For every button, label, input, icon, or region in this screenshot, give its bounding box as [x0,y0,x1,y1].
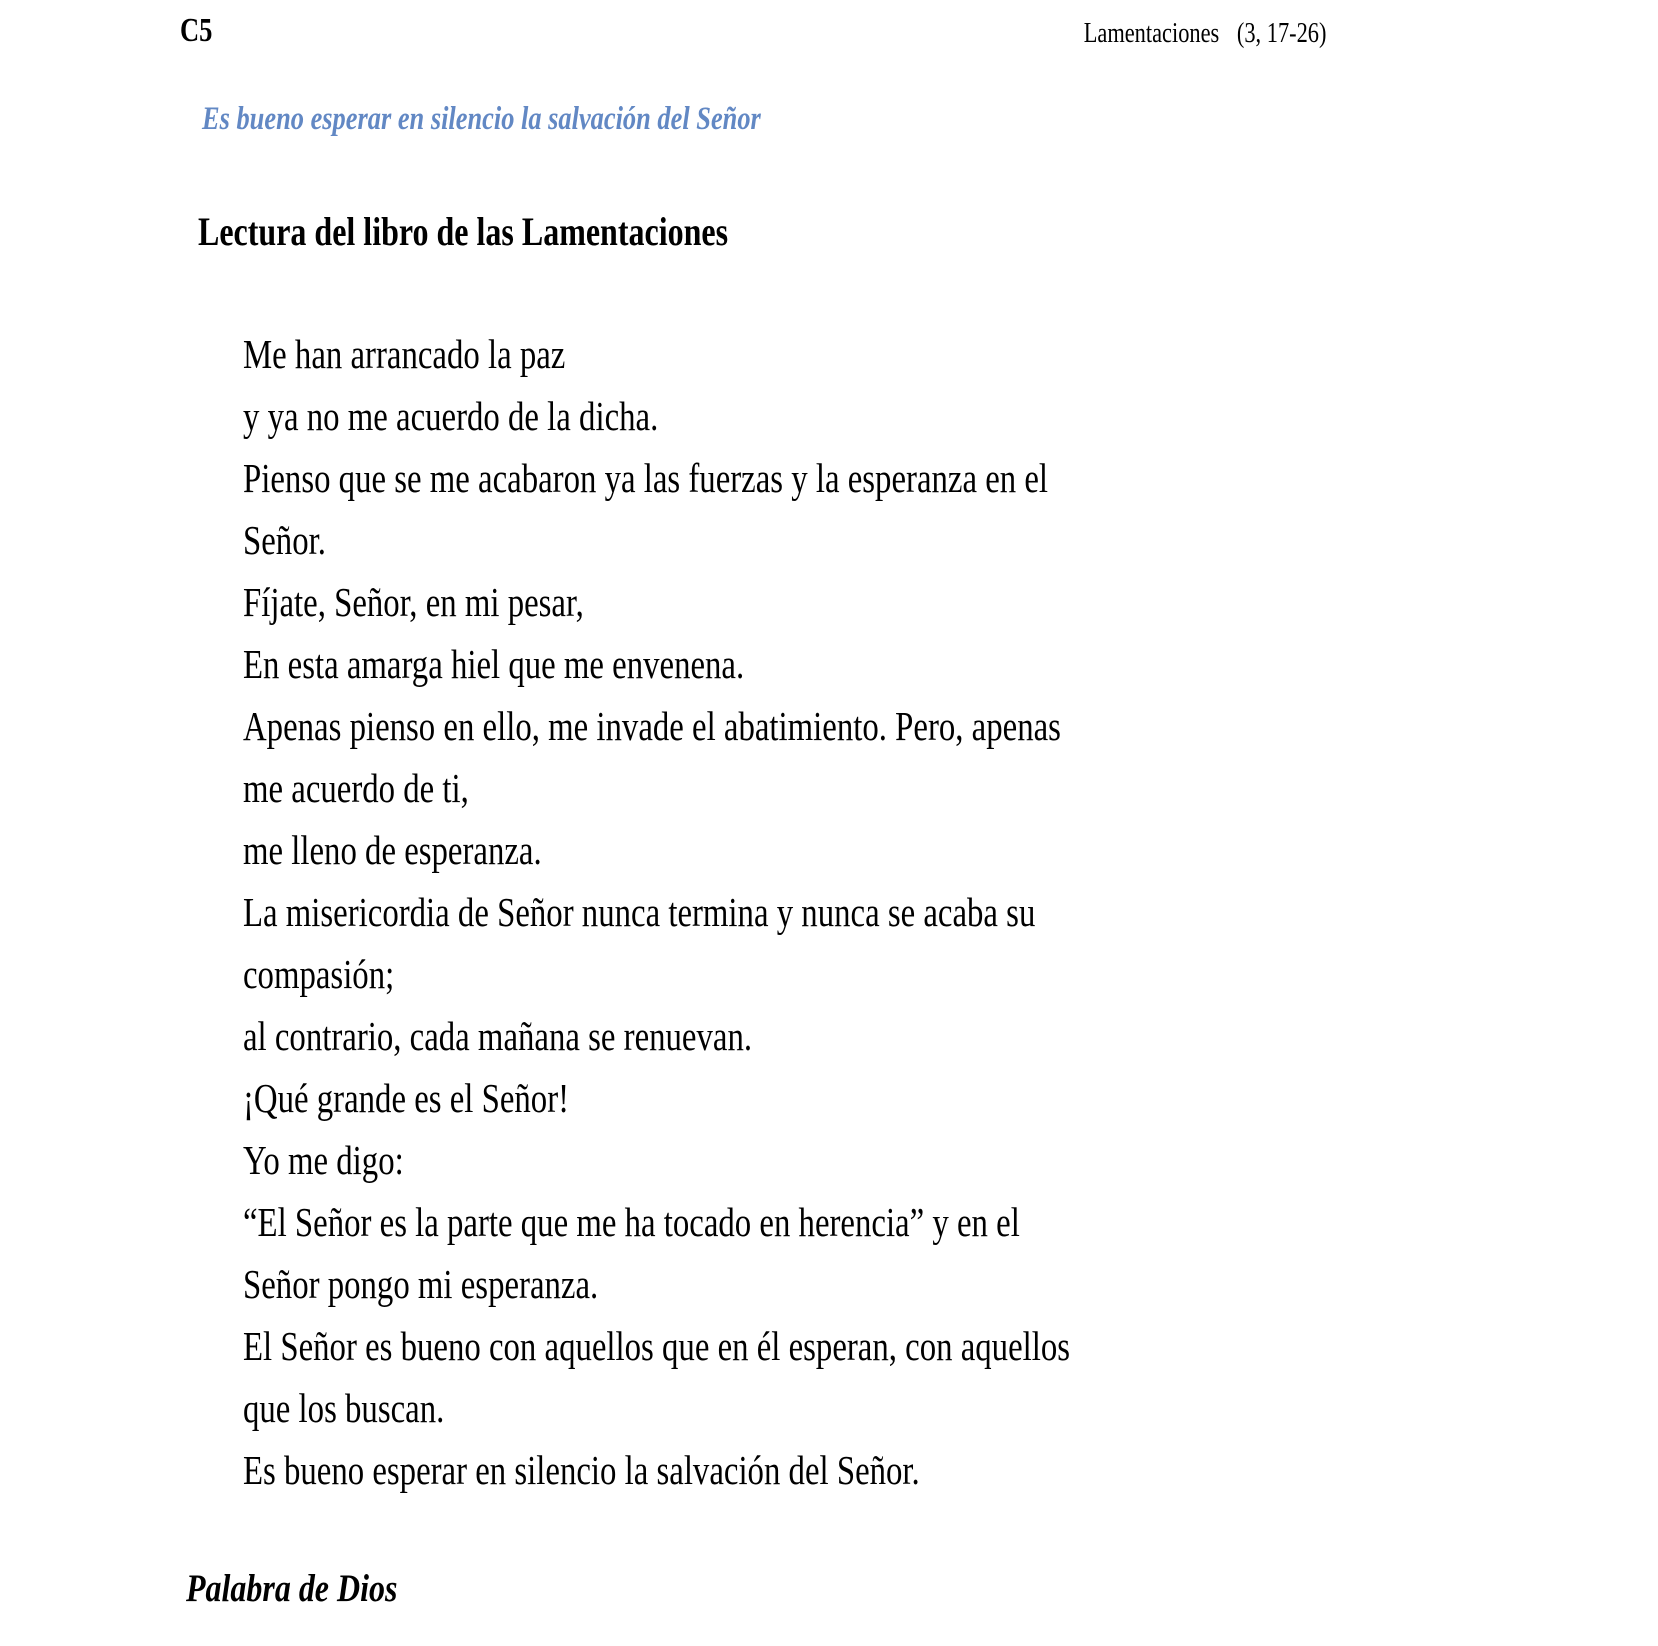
verse-line: al contrario, cada mañana se renuevan. [243,1013,753,1059]
scripture-reference [1083,20,1326,48]
verse-line: El Señor es bueno con aquellos que en él esperan, con aquellos [243,1323,1071,1369]
verse-line: y ya no me acuerdo de la dicha. [243,393,659,439]
scripture-body [243,323,1658,1501]
verse-line: me acuerdo de ti, [243,765,469,811]
verse-line: me lleno de esperanza. [243,827,542,873]
verse-line: La misericordia de Señor nunca termina y nunca se acaba su [243,889,1036,935]
scripture-chapter-verses: (3, 17-26) [1236,18,1326,49]
verse-line: que los buscan. [243,1385,445,1431]
verse-line: Señor pongo mi esperanza. [243,1261,599,1307]
scripture-book-name: Lamentaciones [1083,18,1219,49]
verse-line: compasión; [243,951,395,997]
running-head [0,8,1658,68]
verse-line: Es buen​o esperar en silencio la salvación del Señor. [243,1447,920,1493]
verse-line: En esta amarga hiel que me envenena. [243,641,745,687]
verse-line: “El Señor es la parte que me ha tocado en herencia” y en el [243,1199,1020,1245]
incipit-line: Es bueno esperar en silencio la salvación del Señor [202,101,761,137]
verse-line: Apenas pienso en ello, me invade el abatimiento. Pero, apenas [243,703,1061,749]
reading-title: Lectura del libro de las Lamentaciones [198,209,729,254]
verse-line: Yo me digo: [243,1137,404,1183]
page-folio: C5 [180,12,213,49]
verse-line: Señor. [243,517,326,563]
verse-line: Me han arrancado la paz [243,331,566,377]
verse-line: ¡Qué grande es el Señor! [243,1075,570,1121]
closing-acclamation: Palabra de Dios [186,1567,398,1610]
verse-line: Fíjate, Señor, en mi pesar, [243,579,584,625]
verse-line: Pienso que se me acabaron ya las fuerzas y la esperanza en el [243,455,1049,501]
